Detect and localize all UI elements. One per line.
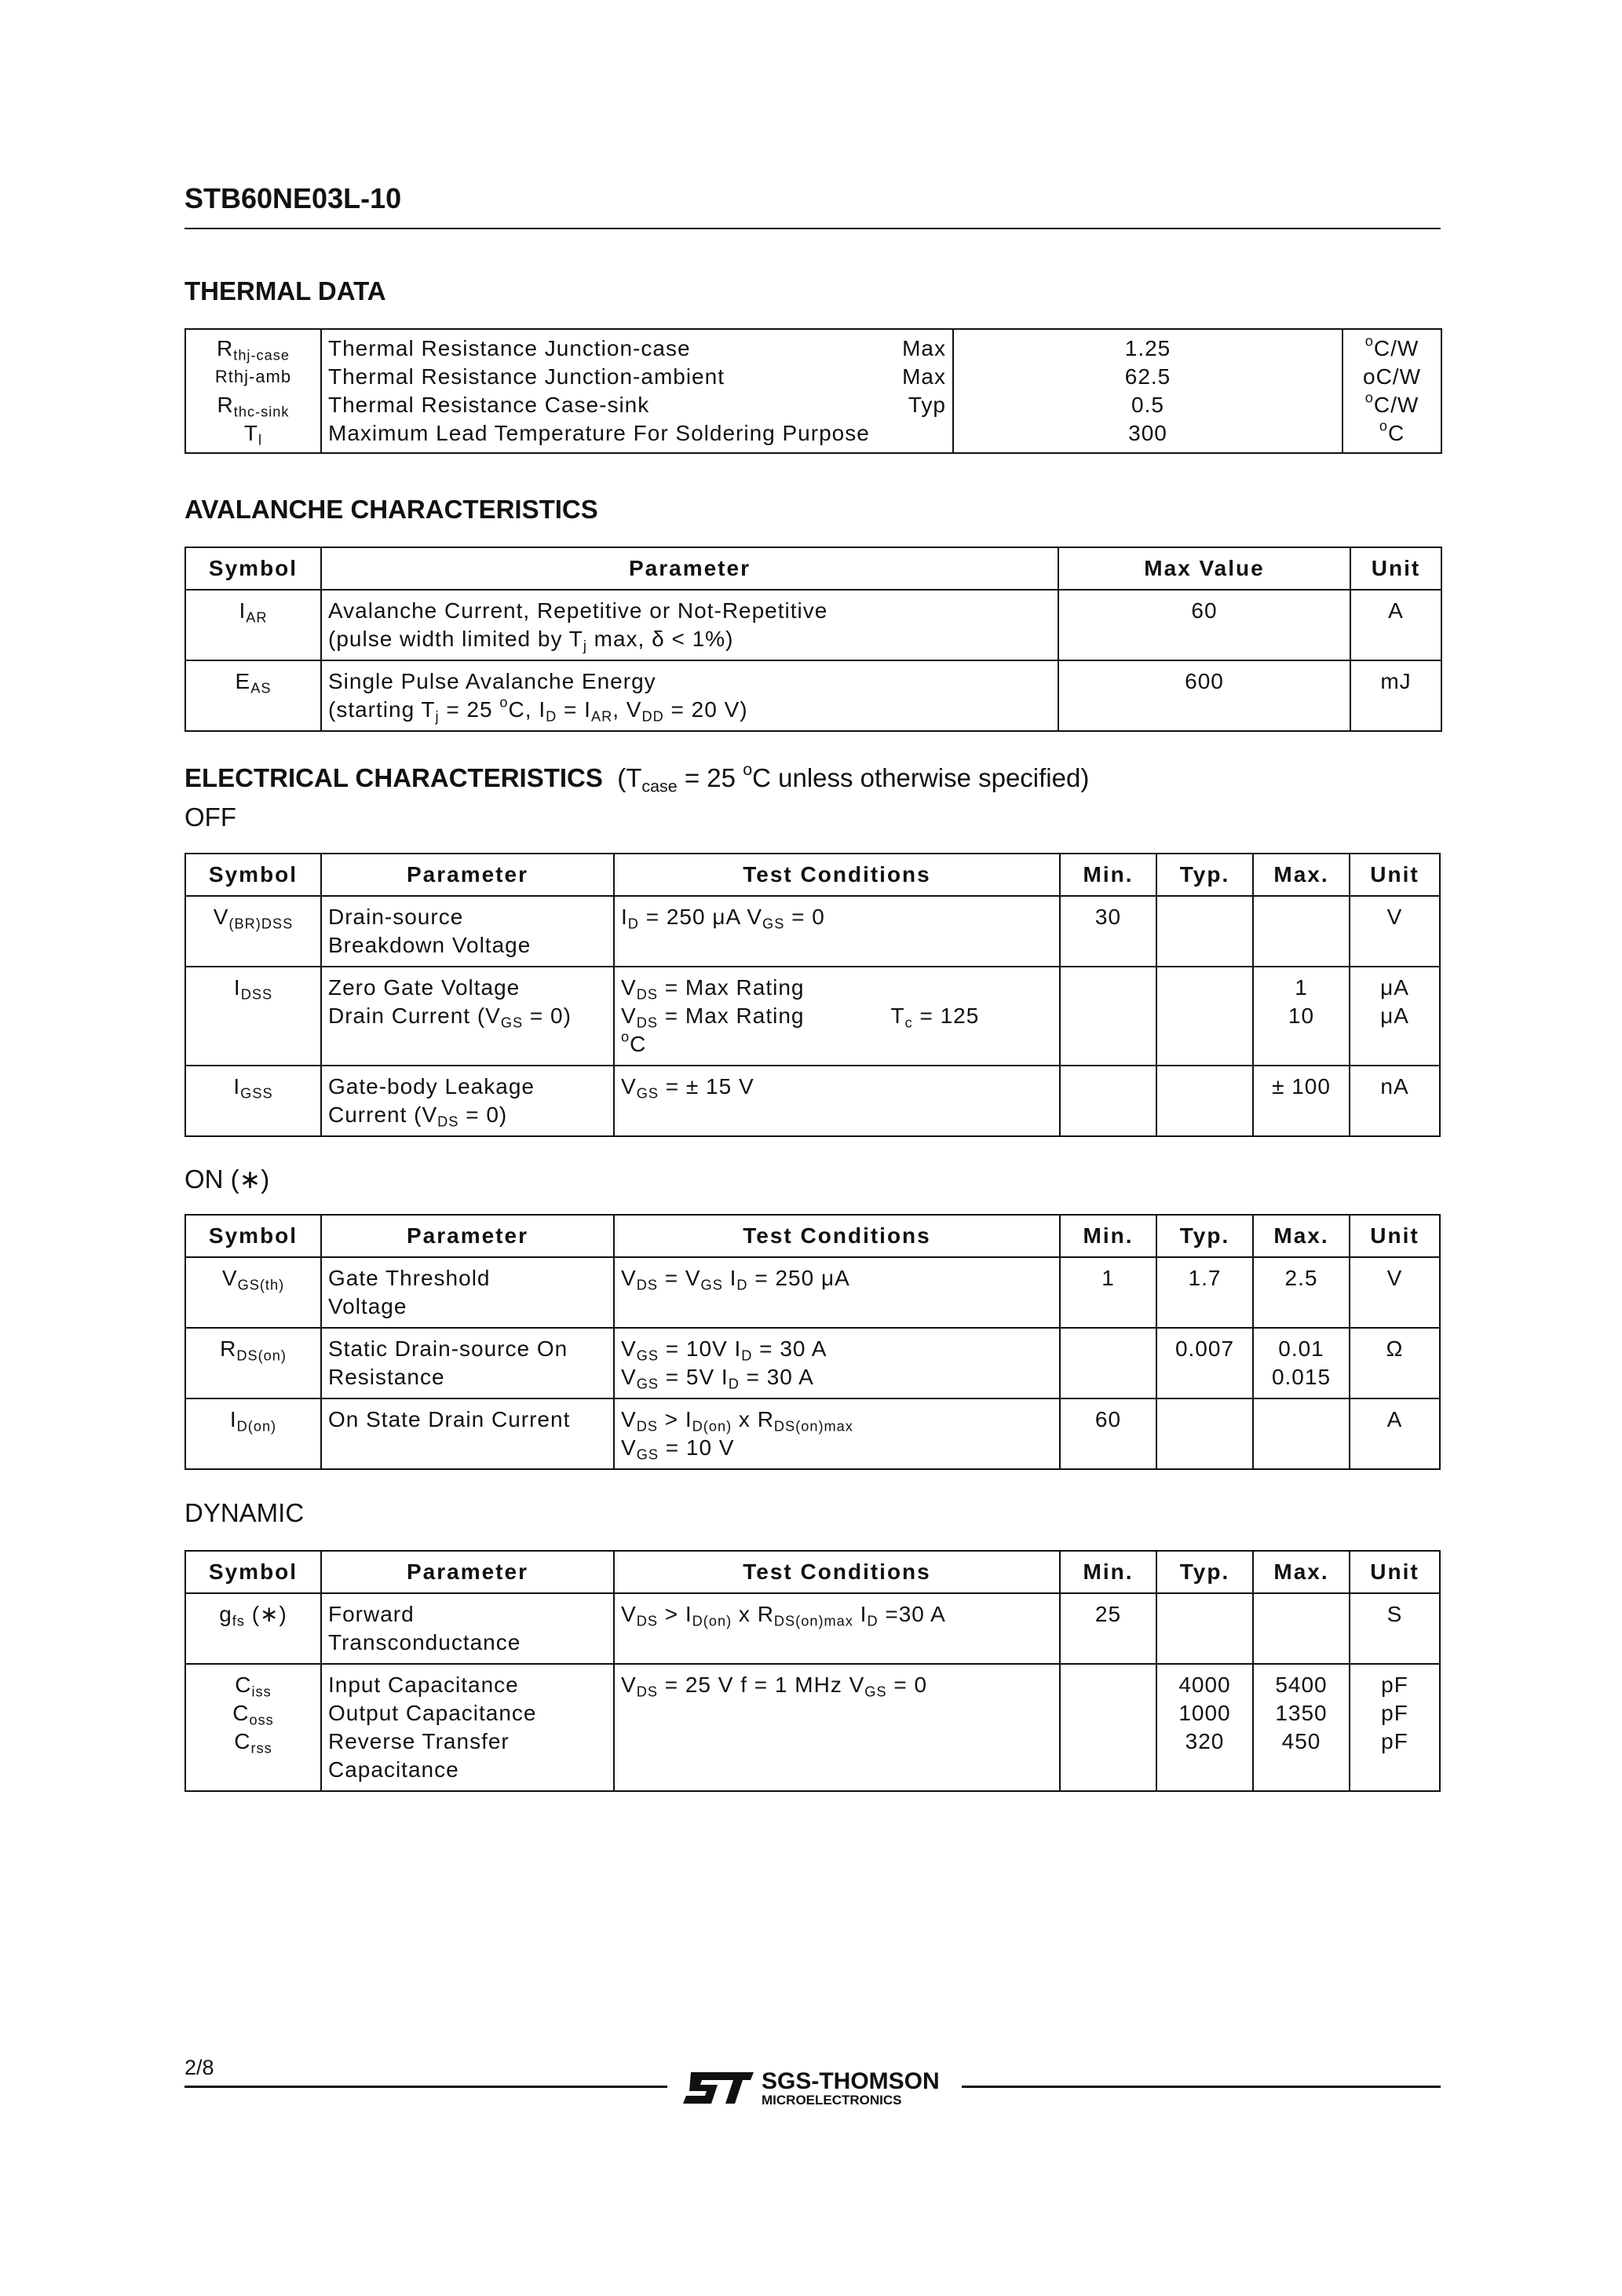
sgs-thomson-logo (683, 2067, 940, 2108)
electrical-title: ELECTRICAL CHARACTERISTICS ($T_{case} = 25$ $^o$C unless otherwise specified) (184, 760, 1090, 796)
thermal-values: 1.25 62.5 0.5 300 (953, 329, 1343, 453)
footer-rule-left (184, 2086, 667, 2088)
electrical-conditions: ($T_{case} = 25$ $^o$C unless otherwise specified) (617, 760, 1090, 796)
thermal-row-3: Thermal Resistance Case-sink Typ (328, 393, 946, 417)
table-row: $E_{AS}$ Single Pulse Avalanche Energy (starting $T_j = 25$ $^o$C, $I_D = I_{AR}$, $V_{DD} = 20$ V) 600 mJ (185, 660, 1441, 731)
brand-name: SGS-THOMSON (762, 2067, 940, 2094)
off-title: OFF (184, 803, 236, 832)
avalanche-table (184, 547, 1442, 732)
page-title: STB60NE03L-10 (184, 182, 402, 214)
dynamic-table (184, 1550, 1441, 1792)
thermal-units: $^o$C/W oC/W $^o$C/W $^o$C (1343, 329, 1441, 453)
footer-rule-right (962, 2086, 1441, 2088)
table-row: $I_{GSS}$ Gate-body Leakage Current $(V_{DS} = 0)$ $V_{GS}$ = ± 15 V ± 100 nA (185, 1066, 1440, 1136)
table-row: $C_{iss}$ $C_{oss}$ $C_{rss}$ Input Capacitance Output Capacitance Reverse Transfer Capacitance $V_{DS} = 25$ V f = 1 MHz $V_{GS} = 0$ 4000 1000 320 5400 1350 450 pF pF pF (185, 1664, 1440, 1791)
brand-sub: MICROELECTRONICS (762, 2092, 902, 2108)
table-row: $I_{AR}$ Avalanche Current, Repetitive or Not-Repetitive (pulse width limited by $T_j$ max, δ < 1%) 60 A (185, 590, 1441, 660)
table-header-row: Symbol Parameter Test Conditions Min. Typ. Max. Unit (185, 1551, 1440, 1593)
table-header-row: Symbol Parameter Test Conditions Min. Typ. Max. Unit (185, 854, 1440, 896)
sym-rthj-case: $R_{thj-case}$ (217, 336, 290, 364)
thermal-data-title: THERMAL DATA (184, 276, 386, 305)
table-row: $g_{fs}$ (∗) Forward Transconductance $V_{DS} > I_{D(on)}$ x $R_{DS(on)max}$ $I_D =30$ A 25 S (185, 1593, 1440, 1664)
on-table (184, 1214, 1441, 1470)
sym-rthc-sink: $R_{thc-sink}$ (217, 393, 290, 420)
table-row: $V_{GS(th)}$ Gate Threshold Voltage $V_{DS} = V_{GS}$ $I_D = 250$ μA 1 1.7 2.5 V (185, 1257, 1440, 1328)
off-table (184, 853, 1441, 1137)
page-number: 2/8 (184, 2056, 214, 2079)
sym-tl: $T_l$ (243, 421, 263, 448)
table-header-row: Symbol Parameter Max Value Unit (185, 547, 1441, 590)
thermal-row-4: Maximum Lead Temperature For Soldering Purpose (328, 421, 870, 445)
on-title: ON (∗) (184, 1164, 270, 1194)
table-row: $V_{(BR)DSS}$ Drain-source Breakdown Voltage $I_D = 250$ μA $V_{GS} = 0$ 30 V (185, 896, 1440, 967)
thermal-row-1: Thermal Resistance Junction-case Max (328, 336, 946, 360)
header-rule (184, 228, 1441, 229)
table-row: $R_{DS(on)}$ Static Drain-source On Resistance $V_{GS} = 10V$ $I_D = 30$ A $V_{GS} = 5V$ $I_D = 30$ A 0.007 0.01 0.015 Ω (185, 1328, 1440, 1398)
sym-rthj-amb: Rthj-amb (214, 367, 292, 386)
thermal-symbols (185, 329, 321, 453)
table-row: $I_{DSS}$ Zero Gate Voltage Drain Current $(V_{GS} = 0)$ $V_{DS}$ = Max Rating $V_{DS}$ = Max Rating $T_c = 125$ $^o$C 1 10 μA μA (185, 967, 1440, 1066)
thermal-table (184, 328, 1442, 454)
avalanche-title: AVALANCHE CHARACTERISTICS (184, 495, 598, 524)
st-logo-icon (683, 2067, 754, 2108)
thermal-params (321, 329, 953, 453)
thermal-row-2: Thermal Resistance Junction-ambient Max (328, 364, 946, 389)
table-row: $I_{D(on)}$ On State Drain Current $V_{DS} > I_{D(on)}$ x $R_{DS(on)max}$ $V_{GS} = 10$ V 60 A (185, 1398, 1440, 1469)
table-header-row: Symbol Parameter Test Conditions Min. Typ. Max. Unit (185, 1215, 1440, 1257)
dynamic-title: DYNAMIC (184, 1498, 305, 1527)
